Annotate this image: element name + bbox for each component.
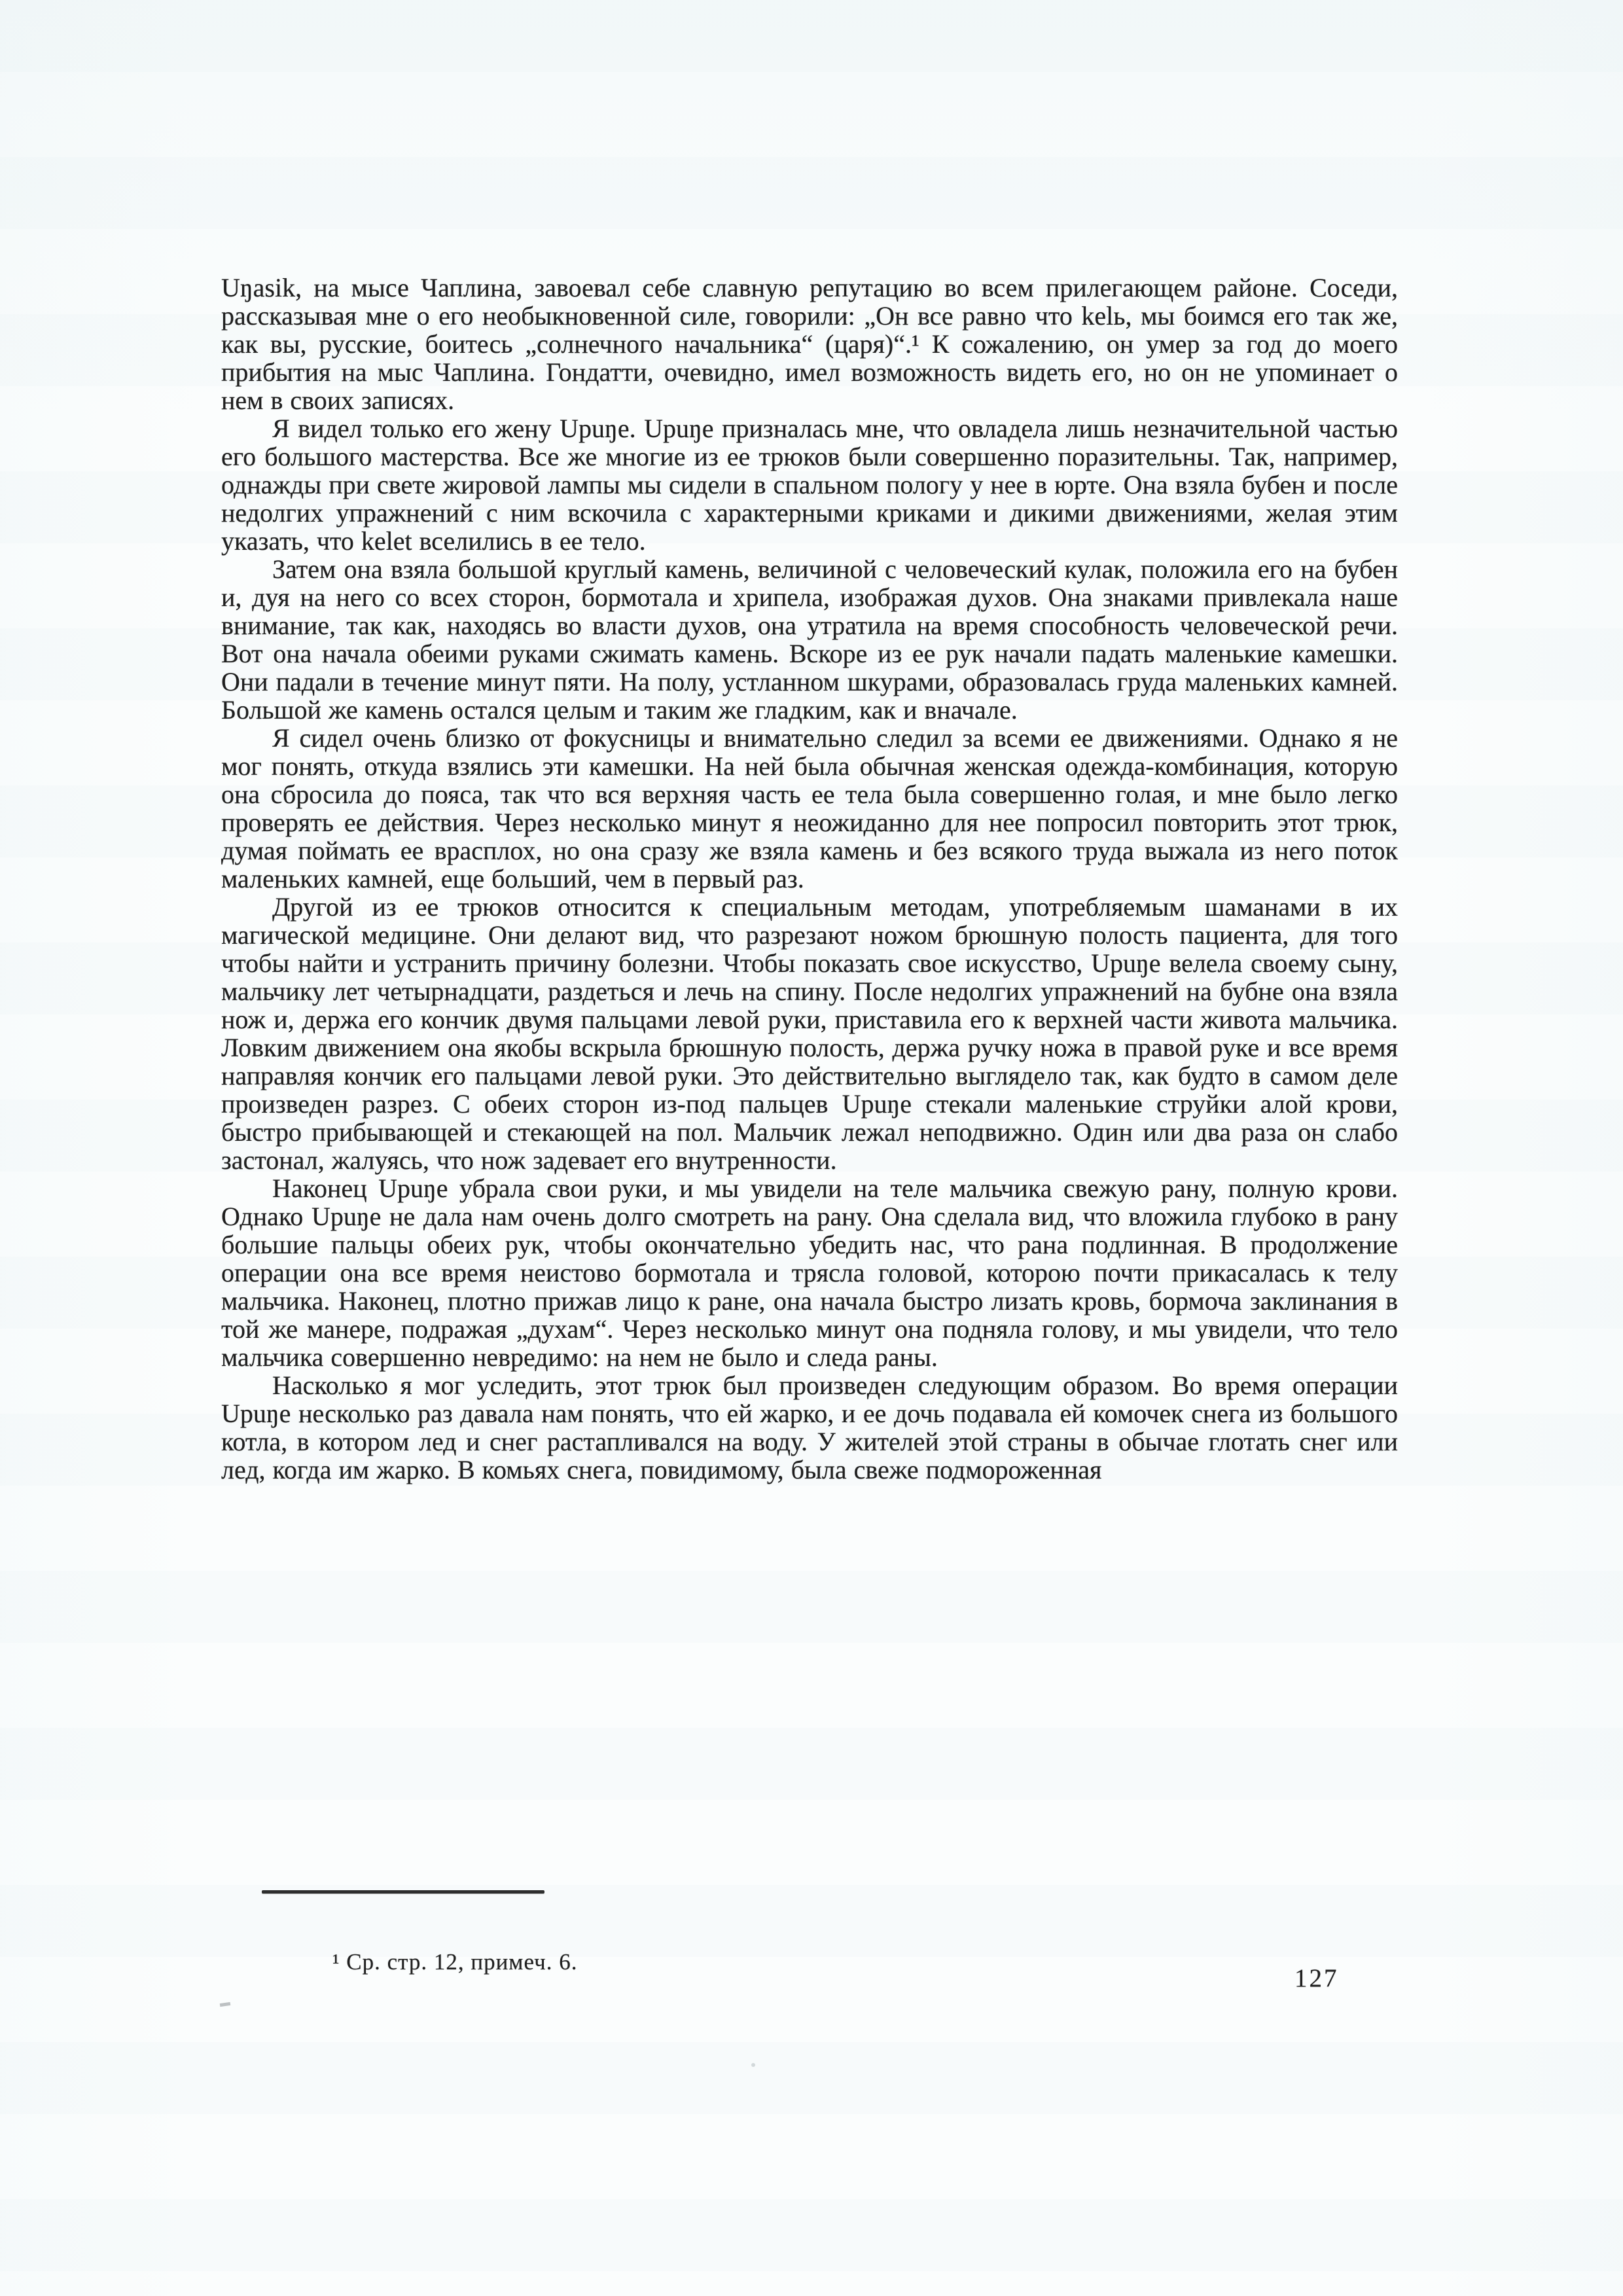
scan-artifact-dot — [751, 2063, 755, 2067]
paragraph-5: Другой из ее трюков относится к специальным методам, употребляемым шаманами в их магической медицине. Они делают вид, что разрезают ножом брюшную полость пациента, для того чтобы найти и устранить причину болезни. Чтобы показать свое искусство, Upuŋe велела своему сыну, мальчику лет четырнадцати, раздеться и лечь на спину. После недолгих упражнений на бубне она взяла нож и, держа его кончик двумя пальцами левой руки, приставила его к верхней части живота мальчика. Ловким движением она якобы вскрыла брюшную полость, держа ручку ножа в правой руке и все время направляя кончик его пальцами левой руки. Это действительно выглядело так, как будто в самом деле произведен разрез. С обеих сторон из-под пальцев Upuŋe стекали маленькие струйки алой крови, быстро прибывающей и стекающей на пол. Мальчик лежал неподвижно. Один или два раза он слабо застонал, жалуясь, что нож задевает его внутренности. — [221, 892, 1398, 1175]
paragraph-3: Затем она взяла большой круглый камень, величиной с человеческий кулак, положила его на бубен и, дуя на него со всех сторон, бормотала и хрипела, изображая духов. Она знаками привлекала наше внимание, так как, находясь во власти духов, она утратила на время способность человеческой речи. Вот она начала обеими руками сжимать камень. Вскоре из ее рук начали падать маленькие камешки. Они падали в течение минут пяти. На полу, устланном шкурами, образовалась груда маленьких камней. Большой же камень остался целым и таким же гладким, как и вначале. — [221, 554, 1398, 725]
footnote-divider — [262, 1890, 544, 1893]
paragraph-1: Uŋasik, на мысе Чаплина, завоевал себе славную репутацию во всем прилегающем районе. Соседи, рассказывая мне о его необыкновенной силе, говорили: „Он все равно что kelь, мы боимся его так же, как вы, русские, боитесь „солнечного начальника“ (царя)“.¹ К сожалению, он умер за год до моего прибытия на мыс Чаплина. Гондатти, очевидно, имел возможность видеть его, но он не упоминает о нем в своих записях. — [221, 273, 1398, 415]
page-text-block — [221, 274, 1398, 1484]
paragraph-2: Я видел только его жену Upuŋe. Upuŋe призналась мне, что овладела лишь незначительной частью его большого мастерства. Все же многие из ее трюков были совершенно поразительны. Так, например, однажды при свете жировой лампы мы сидели в спальном пологу у нее в юрте. Она взяла бубен и после недолгих упражнений с ним вскочила с характерными криками и дикими движениями, желая этим указать, что kelet вселились в ее тело. — [221, 414, 1398, 556]
footnote: ¹ Ср. стр. 12, примеч. 6. — [332, 1949, 578, 1975]
paragraph-7: Насколько я мог уследить, этот трюк был произведен следующим образом. Во время операции Upuŋe несколько раз давала нам понять, что ей жарко, и ее дочь подавала ей комочек снега из большого котла, в котором лед и снег растапливался на воду. У жителей этой страны в обычае глотать снег или лед, когда им жарко. В комьях снега, повидимому, была свеже подмороженная — [221, 1371, 1398, 1484]
paragraph-6: Наконец Upuŋe убрала свои руки, и мы увидели на теле мальчика свежую рану, полную крови. Однако Upuŋe не дала нам очень долго смотреть на рану. Она сделала вид, что вложила глубоко в рану большие пальцы обеих рук, чтобы окончательно убедить нас, что рана подлинная. В продолжение операции она все время неистово бормотала и трясла головой, которою почти прикасалась к телу мальчика. Наконец, плотно прижав лицо к ране, она начала быстро лизать кровь, бормоча заклинания в той же манере, подражая „духам“. Через несколько минут она подняла голову, и мы увидели, что тело мальчика совершенно невредимо: на нем не было и следа раны. — [221, 1174, 1398, 1372]
paragraph-4: Я сидел очень близко от фокусницы и внимательно следил за всеми ее движениями. Однако я не мог понять, откуда взялись эти камешки. На ней была обычная женская одежда-комбинация, которую она сбросила до пояса, так что вся верхняя часть ее тела была совершенно голая, и мне было легко проверять ее действия. Через несколько минут я неожиданно для нее попросил повторить этот трюк, думая поймать ее врасплох, но она сразу же взяла камень и без всякого труда выжала из него поток маленьких камней, еще больший, чем в первый раз. — [221, 723, 1398, 893]
page-number: 127 — [1294, 1964, 1339, 1992]
scan-artifact-dash — [220, 2002, 231, 2007]
